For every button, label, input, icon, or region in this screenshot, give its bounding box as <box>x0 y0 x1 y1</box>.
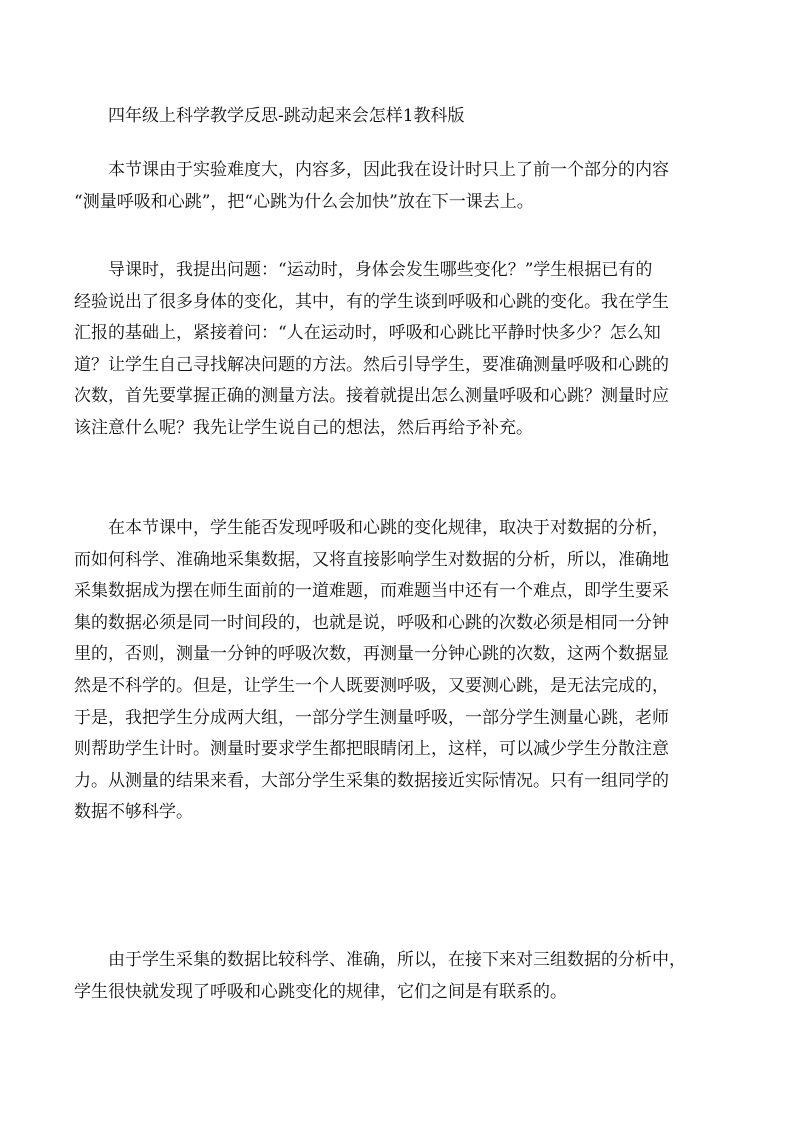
paragraph-line: 导课时，我提出问题：“运动时，身体会发生哪些变化？”学生根据已有的 <box>108 260 653 280</box>
paragraph-line: 经验说出了很多身体的变化，其中，有的学生谈到呼吸和心跳的变化。我在学生 <box>74 291 669 312</box>
paragraph-line: 采集数据成为摆在师生面前的一道难题，而难题当中还有一个难点，即学生要采 <box>74 581 669 602</box>
paragraph-line: 道？让学生自己寻找解决问题的方法。然后引导学生，要准确测量呼吸和心跳的 <box>74 354 669 375</box>
paragraph-lead-in <box>74 255 734 445</box>
paragraph-line: 学生很快就发现了呼吸和心跳变化的规律，它们之间是有联系的。 <box>74 981 567 1002</box>
paragraph-line: 力。从测量的结果来看，大部分学生采集的数据接近实际情况。只有一组同学的 <box>74 770 669 791</box>
paragraph-line: 集的数据必须是同一时间段的，也就是说，呼吸和心跳的次数必须是相同一分钟 <box>74 612 669 633</box>
document-title: 四年级上科学教学反思-跳动起来会怎样1教科版 <box>108 106 465 126</box>
paragraph-line: 然是不科学的。但是，让学生一个人既要测呼吸，又要测心跳，是无法完成的， <box>74 675 669 696</box>
paragraph-line: 次数，首先要掌握正确的测量方法。接着就提出怎么测量呼吸和心跳？测量时应 <box>74 386 669 407</box>
paragraph-line: 里的，否则，测量一分钟的呼吸次数，再测量一分钟心跳的次数，这两个数据显 <box>74 644 669 665</box>
paragraph-line: “测量呼吸和心跳”，把“心跳为什么会加快”放在下一课去上。 <box>74 191 534 212</box>
paragraph-line: 而如何科学、准确地采集数据，又将直接影响学生对数据的分析，所以，准确地 <box>74 549 669 570</box>
paragraph-data-collection <box>74 513 734 829</box>
paragraph-line: 汇报的基础上，紧接着问：“人在运动时，呼吸和心跳比平静时快多少？怎么知 <box>74 323 661 344</box>
paragraph-line: 该注意什么呢？我先让学生说自己的想法，然后再给予补充。 <box>74 417 533 438</box>
paragraph-line: 本节课由于实验难度大，内容多，因此我在设计时只上了前一个部分的内容 <box>108 160 669 180</box>
paragraph-conclusion <box>74 945 734 1008</box>
paragraph-line: 则帮助学生计时。测量时要求学生都把眼睛闭上，这样，可以减少学生分散注意 <box>74 739 669 760</box>
paragraph-line: 于是，我把学生分成两大组，一部分学生测量呼吸，一部分学生测量心跳，老师 <box>74 707 669 728</box>
paragraph-line: 数据不够科学。 <box>74 802 193 823</box>
paragraph-line: 在本节课中，学生能否发现呼吸和心跳的变化规律，取决于对数据的分析， <box>108 518 669 538</box>
paragraph-intro <box>74 155 734 218</box>
paragraph-line: 由于学生采集的数据比较科学、准确，所以，在接下来对三组数据的分析中， <box>108 950 686 970</box>
